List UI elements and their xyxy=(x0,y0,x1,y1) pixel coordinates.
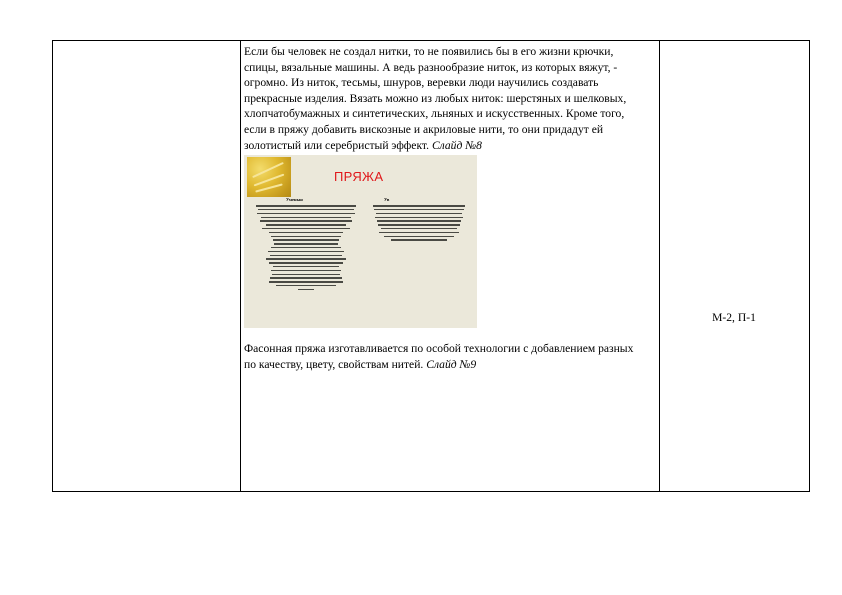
slide-right-text-block xyxy=(372,205,466,243)
content-cell xyxy=(244,44,658,372)
text-line: спицы, вязальные машины. А ведь разнообразие ниток, из которых вяжут, - xyxy=(244,60,618,74)
text-line: хлопчатобумажных и синтетических, льняных и искусственных. Кроме того, xyxy=(244,107,625,121)
yarn-image xyxy=(247,157,291,197)
text-line: по качеству, цвету, свойствам нитей. xyxy=(244,357,424,371)
text-line: Фасонная пряжа изготавливается по особой технологии с добавлением разных xyxy=(244,342,634,356)
slide-reference: Слайд №8 xyxy=(431,138,482,152)
slide-title: ПРЯЖА xyxy=(334,169,384,185)
slide-left-text-block xyxy=(254,205,358,292)
slide-left-heading: Уменьш xyxy=(286,197,303,203)
text-line: прекрасные изделия. Вязать можно из любых ниток: шерстяных и шелковых, xyxy=(244,91,627,105)
lesson-table xyxy=(52,40,810,492)
slide-thumbnail xyxy=(244,155,477,328)
slide-reference: Слайд №9 xyxy=(426,357,477,371)
text-line: если в пряжу добавить вискозные и акриловые нити, то они придадут ей xyxy=(244,122,604,136)
text-line: золотистый или серебристый эффект. xyxy=(244,138,430,152)
competency-code: М-2, П-1 xyxy=(712,311,756,324)
text-line: огромно. Из ниток, тесьмы, шнуров, веревки люди научились создавать xyxy=(244,76,599,90)
column-divider xyxy=(240,41,241,491)
slide-right-heading: Ув xyxy=(384,197,390,203)
paragraph-fancy-yarn xyxy=(244,341,658,372)
text-line: Если бы человек не создал нитки, то не появились бы в его жизни крючки, xyxy=(244,45,614,58)
column-divider xyxy=(659,41,660,491)
paragraph-yarn-intro xyxy=(244,44,658,153)
